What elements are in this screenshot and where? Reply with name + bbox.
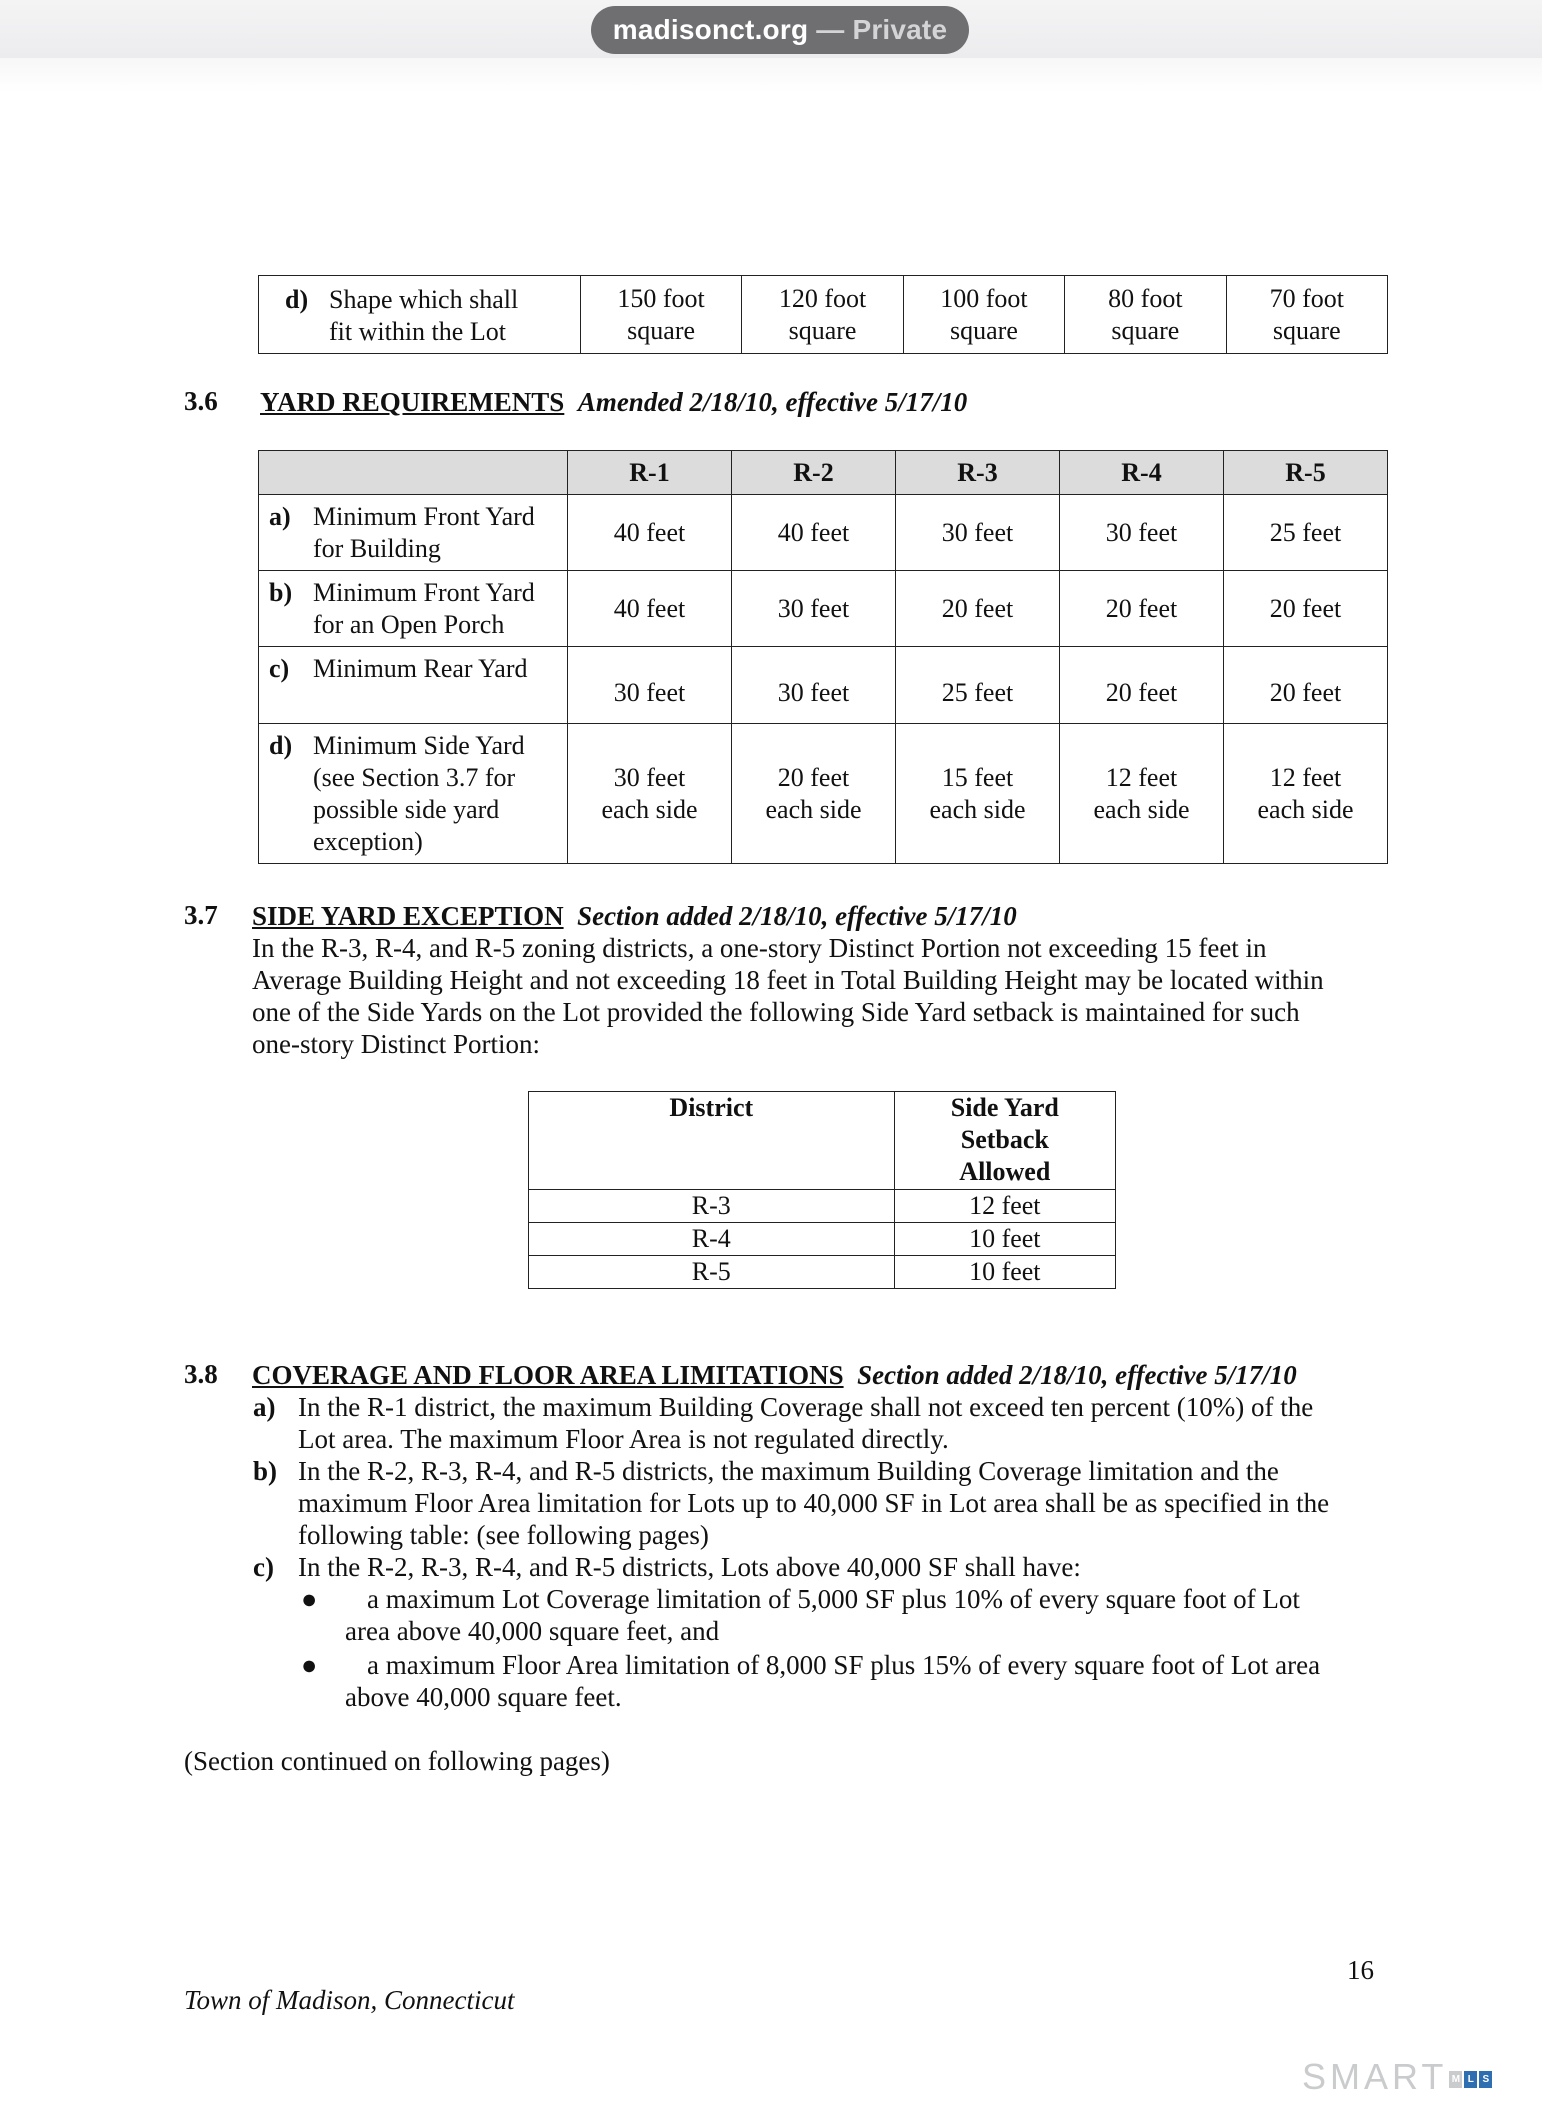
table-cell: 15 feet each side bbox=[896, 724, 1060, 864]
column-header: R-4 bbox=[1060, 451, 1224, 495]
table-cell: 30 feet bbox=[732, 571, 896, 647]
section-title: COVERAGE AND FLOOR AREA LIMITATIONS bbox=[252, 1360, 844, 1390]
list-item: c) In the R-2, R-3, R-4, and R-5 districts, Lots above 40,000 SF shall have: bbox=[253, 1552, 1081, 1582]
side-yard-setback-table bbox=[528, 1091, 1116, 1289]
footer-town: Town of Madison, Connecticut bbox=[184, 1985, 515, 2015]
private-mode-label: Private bbox=[852, 14, 948, 45]
table-cell: 80 foot square bbox=[1065, 276, 1226, 354]
table-cell: 40 feet bbox=[568, 571, 732, 647]
table-cell: 30 feet each side bbox=[568, 724, 732, 864]
section-title: SIDE YARD EXCEPTION bbox=[252, 901, 564, 931]
smart-mls-logo: SMART M L S bbox=[1302, 2056, 1492, 2098]
lot-shape-table bbox=[258, 275, 1388, 354]
table-row: c) Minimum Rear Yard 30 feet 30 feet 25 feet 20 feet 20 feet bbox=[259, 647, 1388, 724]
section-heading bbox=[260, 386, 967, 418]
column-header: Side Yard Setback Allowed bbox=[894, 1092, 1115, 1190]
table-cell: 30 feet bbox=[568, 647, 732, 724]
table-cell: 20 feet bbox=[1060, 647, 1224, 724]
table-cell: 30 feet bbox=[896, 495, 1060, 571]
column-header: District bbox=[529, 1092, 895, 1190]
table-row: b) Minimum Front Yard for an Open Porch 40 feet 30 feet 20 feet 20 feet 20 feet bbox=[259, 571, 1388, 647]
section-heading bbox=[252, 1359, 1297, 1391]
table-row bbox=[529, 1190, 1116, 1223]
table-header-empty bbox=[259, 451, 568, 495]
table-cell: 40 feet bbox=[568, 495, 732, 571]
list-item: a) In the R-1 district, the maximum Building Coverage shall not exceed ten percent (10%) of the Lot area. The maximum Floor Area is not regulated directly. bbox=[253, 1392, 1314, 1454]
table-cell: 70 foot square bbox=[1226, 276, 1387, 354]
table-cell: R-5 bbox=[529, 1256, 895, 1289]
yard-requirements-table bbox=[258, 450, 1388, 864]
row-label-line: Shape which shall bbox=[329, 285, 519, 314]
table-cell: 20 feet bbox=[1224, 647, 1388, 724]
table-cell: R-4 bbox=[529, 1223, 895, 1256]
section-amend-note: Section added 2/18/10, effective 5/17/10 bbox=[857, 1360, 1297, 1390]
document-page bbox=[0, 92, 1542, 2115]
page-number: 16 bbox=[1347, 1955, 1374, 1985]
table-row: d) Minimum Side Yard (see Section 3.7 for possible side yard exception) 30 feet each side 20 feet each side 15 feet each side 12 feet each side 12 feet each side bbox=[259, 724, 1388, 864]
section-paragraph: In the R-3, R-4, and R-5 zoning districts, a one-story Distinct Portion not exceeding 15 feet in Average Building Height and not exceeding 18 feet in Total Building Height may be located within one of the Side Yards on the Lot provided the following Side Yard setback is maintained for such one-story Distinct Portion: bbox=[252, 933, 1324, 1059]
table-cell: 120 foot square bbox=[742, 276, 903, 354]
table-cell: 30 feet bbox=[732, 647, 896, 724]
table-cell: 10 feet bbox=[894, 1223, 1115, 1256]
table-cell: 12 feet each side bbox=[1060, 724, 1224, 864]
row-label-line: fit within the Lot bbox=[329, 317, 506, 346]
table-cell: 20 feet bbox=[1060, 571, 1224, 647]
section-title: YARD REQUIREMENTS bbox=[260, 387, 565, 417]
url-domain: madisonct.org bbox=[612, 14, 809, 45]
section-number: 3.6 bbox=[184, 386, 218, 416]
list-item: b) In the R-2, R-3, R-4, and R-5 districts, the maximum Building Coverage limitation and the maximum Floor Area limitation for Lots up to 40,000 SF in Lot area shall be as specified in the following table: (see following pages) bbox=[253, 1456, 1330, 1550]
table-cell: 10 feet bbox=[894, 1256, 1115, 1289]
bullet-dot-icon: ● bbox=[301, 1650, 318, 1680]
table-cell: 12 feet each side bbox=[1224, 724, 1388, 864]
section-heading bbox=[252, 900, 1017, 932]
table-cell: 40 feet bbox=[732, 495, 896, 571]
row-key: d) bbox=[285, 285, 309, 314]
url-separator: — bbox=[808, 14, 853, 45]
column-header: R-1 bbox=[568, 451, 732, 495]
table-cell: 25 feet bbox=[1224, 495, 1388, 571]
table-cell: 30 feet bbox=[1060, 495, 1224, 571]
section-number: 3.8 bbox=[184, 1359, 218, 1389]
url-bar[interactable] bbox=[591, 6, 969, 54]
page-top-edge bbox=[0, 58, 1542, 92]
table-cell: 25 feet bbox=[896, 647, 1060, 724]
section-amend-note: Section added 2/18/10, effective 5/17/10 bbox=[577, 901, 1017, 931]
section-amend-note: Amended 2/18/10, effective 5/17/10 bbox=[577, 387, 968, 417]
column-header: R-5 bbox=[1224, 451, 1388, 495]
table-cell: 20 feet each side bbox=[732, 724, 896, 864]
column-header: R-2 bbox=[732, 451, 896, 495]
table-row: a) Minimum Front Yard for Building 40 feet 40 feet 30 feet 30 feet 25 feet bbox=[259, 495, 1388, 571]
bullet-dot-icon: ● bbox=[301, 1584, 318, 1614]
table-row bbox=[529, 1256, 1116, 1289]
continued-note: (Section continued on following pages) bbox=[184, 1746, 610, 1776]
table-cell: 20 feet bbox=[1224, 571, 1388, 647]
browser-top-bar bbox=[0, 0, 1542, 58]
section-number: 3.7 bbox=[184, 900, 218, 930]
table-cell: 12 feet bbox=[894, 1190, 1115, 1223]
table-cell: 150 foot square bbox=[580, 276, 741, 354]
table-cell: 20 feet bbox=[896, 571, 1060, 647]
column-header: R-3 bbox=[896, 451, 1060, 495]
table-cell: R-3 bbox=[529, 1190, 895, 1223]
table-cell: 100 foot square bbox=[903, 276, 1064, 354]
table-row bbox=[529, 1223, 1116, 1256]
bullet-item: ● a maximum Lot Coverage limitation of 5,000 SF plus 10% of every square foot of Lot area above 40,000 square feet, and bbox=[301, 1584, 1300, 1646]
bullet-item: ● a maximum Floor Area limitation of 8,000 SF plus 15% of every square foot of Lot area above 40,000 square feet. bbox=[301, 1650, 1321, 1712]
